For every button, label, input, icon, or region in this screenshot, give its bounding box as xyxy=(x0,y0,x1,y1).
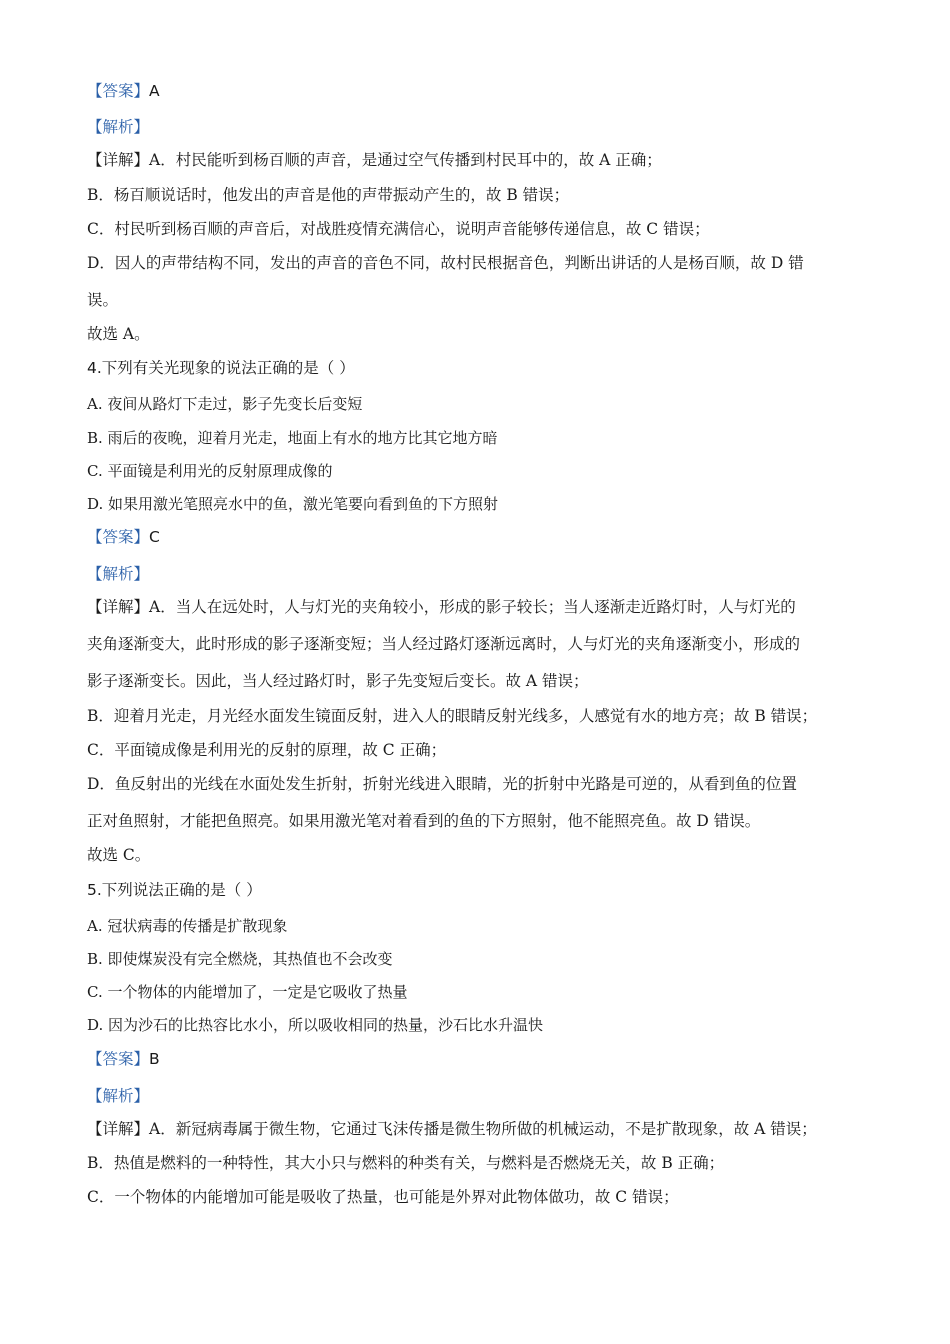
q5-option-c: C. 一个物体的内能增加了，一定是它吸收了热量 xyxy=(87,983,408,1001)
q5-answer xyxy=(87,1049,880,1069)
q3-detail-line-3: D．因人的声带结构不同，发出的声音的音色不同，故村民根据音色，判断出讲话的人是杨百顺，故 D 错 xyxy=(87,254,804,272)
q4-detail-line-7: 故选 C。 xyxy=(87,846,151,864)
answer-tag: 【答案】 xyxy=(87,82,150,100)
q4-option-a: A. 夜间从路灯下走过，影子先变长后变短 xyxy=(87,395,363,413)
detail-tag: 【详解】 xyxy=(87,598,150,616)
q4-option-b: B. 雨后的夜晚，迎着月光走，地面上有水的地方比其它地方暗 xyxy=(87,429,498,447)
q3-answer xyxy=(87,81,880,101)
q5-detail-line-1: B．热值是燃料的一种特性，其大小只与燃料的种类有关，与燃料是否燃烧无关，故 B 正确； xyxy=(87,1154,725,1172)
q3-detail-line-5: 故选 A。 xyxy=(87,325,150,343)
q4-option-d: D. 如果用激光笔照亮水中的鱼，激光笔要向看到鱼的下方照射 xyxy=(87,495,499,513)
q3-detail-line-1: B．杨百顺说话时，他发出的声音是他的声带振动产生的，故 B 错误； xyxy=(87,186,570,204)
q5-analysis-tag: 【解析】 xyxy=(87,1087,150,1105)
q3-detail-line-0: 【详解】A．村民能听到杨百顺的声音，是通过空气传播到村民耳中的，故 A 正确； xyxy=(87,151,662,169)
q3-detail-line-4: 误。 xyxy=(87,291,119,309)
answer-tag: 【答案】 xyxy=(87,528,150,546)
q4-detail-line-5: D．鱼反射出的光线在水面处发生折射，折射光线进入眼睛，光的折射中光路是可逆的，从看到鱼的位置 xyxy=(87,775,797,793)
question-stem: 下列有关光现象的说法正确的是（ ） xyxy=(101,359,355,377)
q4-option-c: C. 平面镜是利用光的反射原理成像的 xyxy=(87,462,333,480)
answer-value: A xyxy=(149,82,160,100)
q5-detail-line-2: C．一个物体的内能增加可能是吸收了热量，也可能是外界对此物体做功，故 C 错误； xyxy=(87,1188,679,1206)
q4-analysis-tag: 【解析】 xyxy=(87,565,150,583)
question-number: 5. xyxy=(87,881,102,899)
answer-value: C xyxy=(149,528,160,546)
answer-tag: 【答案】 xyxy=(87,1050,150,1068)
q5-option-b: B. 即使煤炭没有完全燃烧，其热值也不会改变 xyxy=(87,950,393,968)
detail-tag: 【详解】 xyxy=(87,151,150,169)
q5-option-d: D. 因为沙石的比热容比水小，所以吸收相同的热量，沙石比水升温快 xyxy=(87,1016,544,1034)
q4-stem xyxy=(87,358,880,378)
question-number: 4. xyxy=(87,359,102,377)
q5-detail-line-0: 【详解】A．新冠病毒属于微生物，它通过飞沫传播是微生物所做的机械运动，不是扩散现象，故 A 错误； xyxy=(87,1120,817,1138)
q5-stem xyxy=(87,880,880,900)
q3-detail-line-2: C．村民听到杨百顺的声音后，对战胜疫情充满信心，说明声音能够传递信息，故 C 错误； xyxy=(87,220,710,238)
q3-analysis-tag: 【解析】 xyxy=(87,118,150,136)
answer-value: B xyxy=(149,1050,160,1068)
q4-detail-line-6: 正对鱼照射，才能把鱼照亮。如果用激光笔对着看到的鱼的下方照射，他不能照亮鱼。故 D 错误。 xyxy=(87,812,761,830)
q4-detail-line-1: 夹角逐渐变大，此时形成的影子逐渐变短；当人经过路灯逐渐远离时，人与灯光的夹角逐渐变小，形成的 xyxy=(87,635,801,653)
q4-detail-line-3: B．迎着月光走，月光经水面发生镜面反射，进入人的眼睛反射光线多，人感觉有水的地方亮；故 B 错误； xyxy=(87,707,818,725)
q4-detail-line-2: 影子逐渐变长。因此，当人经过路灯时，影子先变短后变长。故 A 错误； xyxy=(87,672,589,690)
question-stem: 下列说法正确的是（ ） xyxy=(101,881,262,899)
q4-detail-line-4: C．平面镜成像是利用光的反射的原理，故 C 正确； xyxy=(87,741,447,759)
q4-answer xyxy=(87,527,880,547)
q4-detail-line-0: 【详解】A．当人在远处时，人与灯光的夹角较小，形成的影子较长；当人逐渐走近路灯时，人与灯光的 xyxy=(87,598,796,616)
q5-option-a: A. 冠状病毒的传播是扩散现象 xyxy=(87,917,288,935)
detail-tag: 【详解】 xyxy=(87,1120,150,1138)
